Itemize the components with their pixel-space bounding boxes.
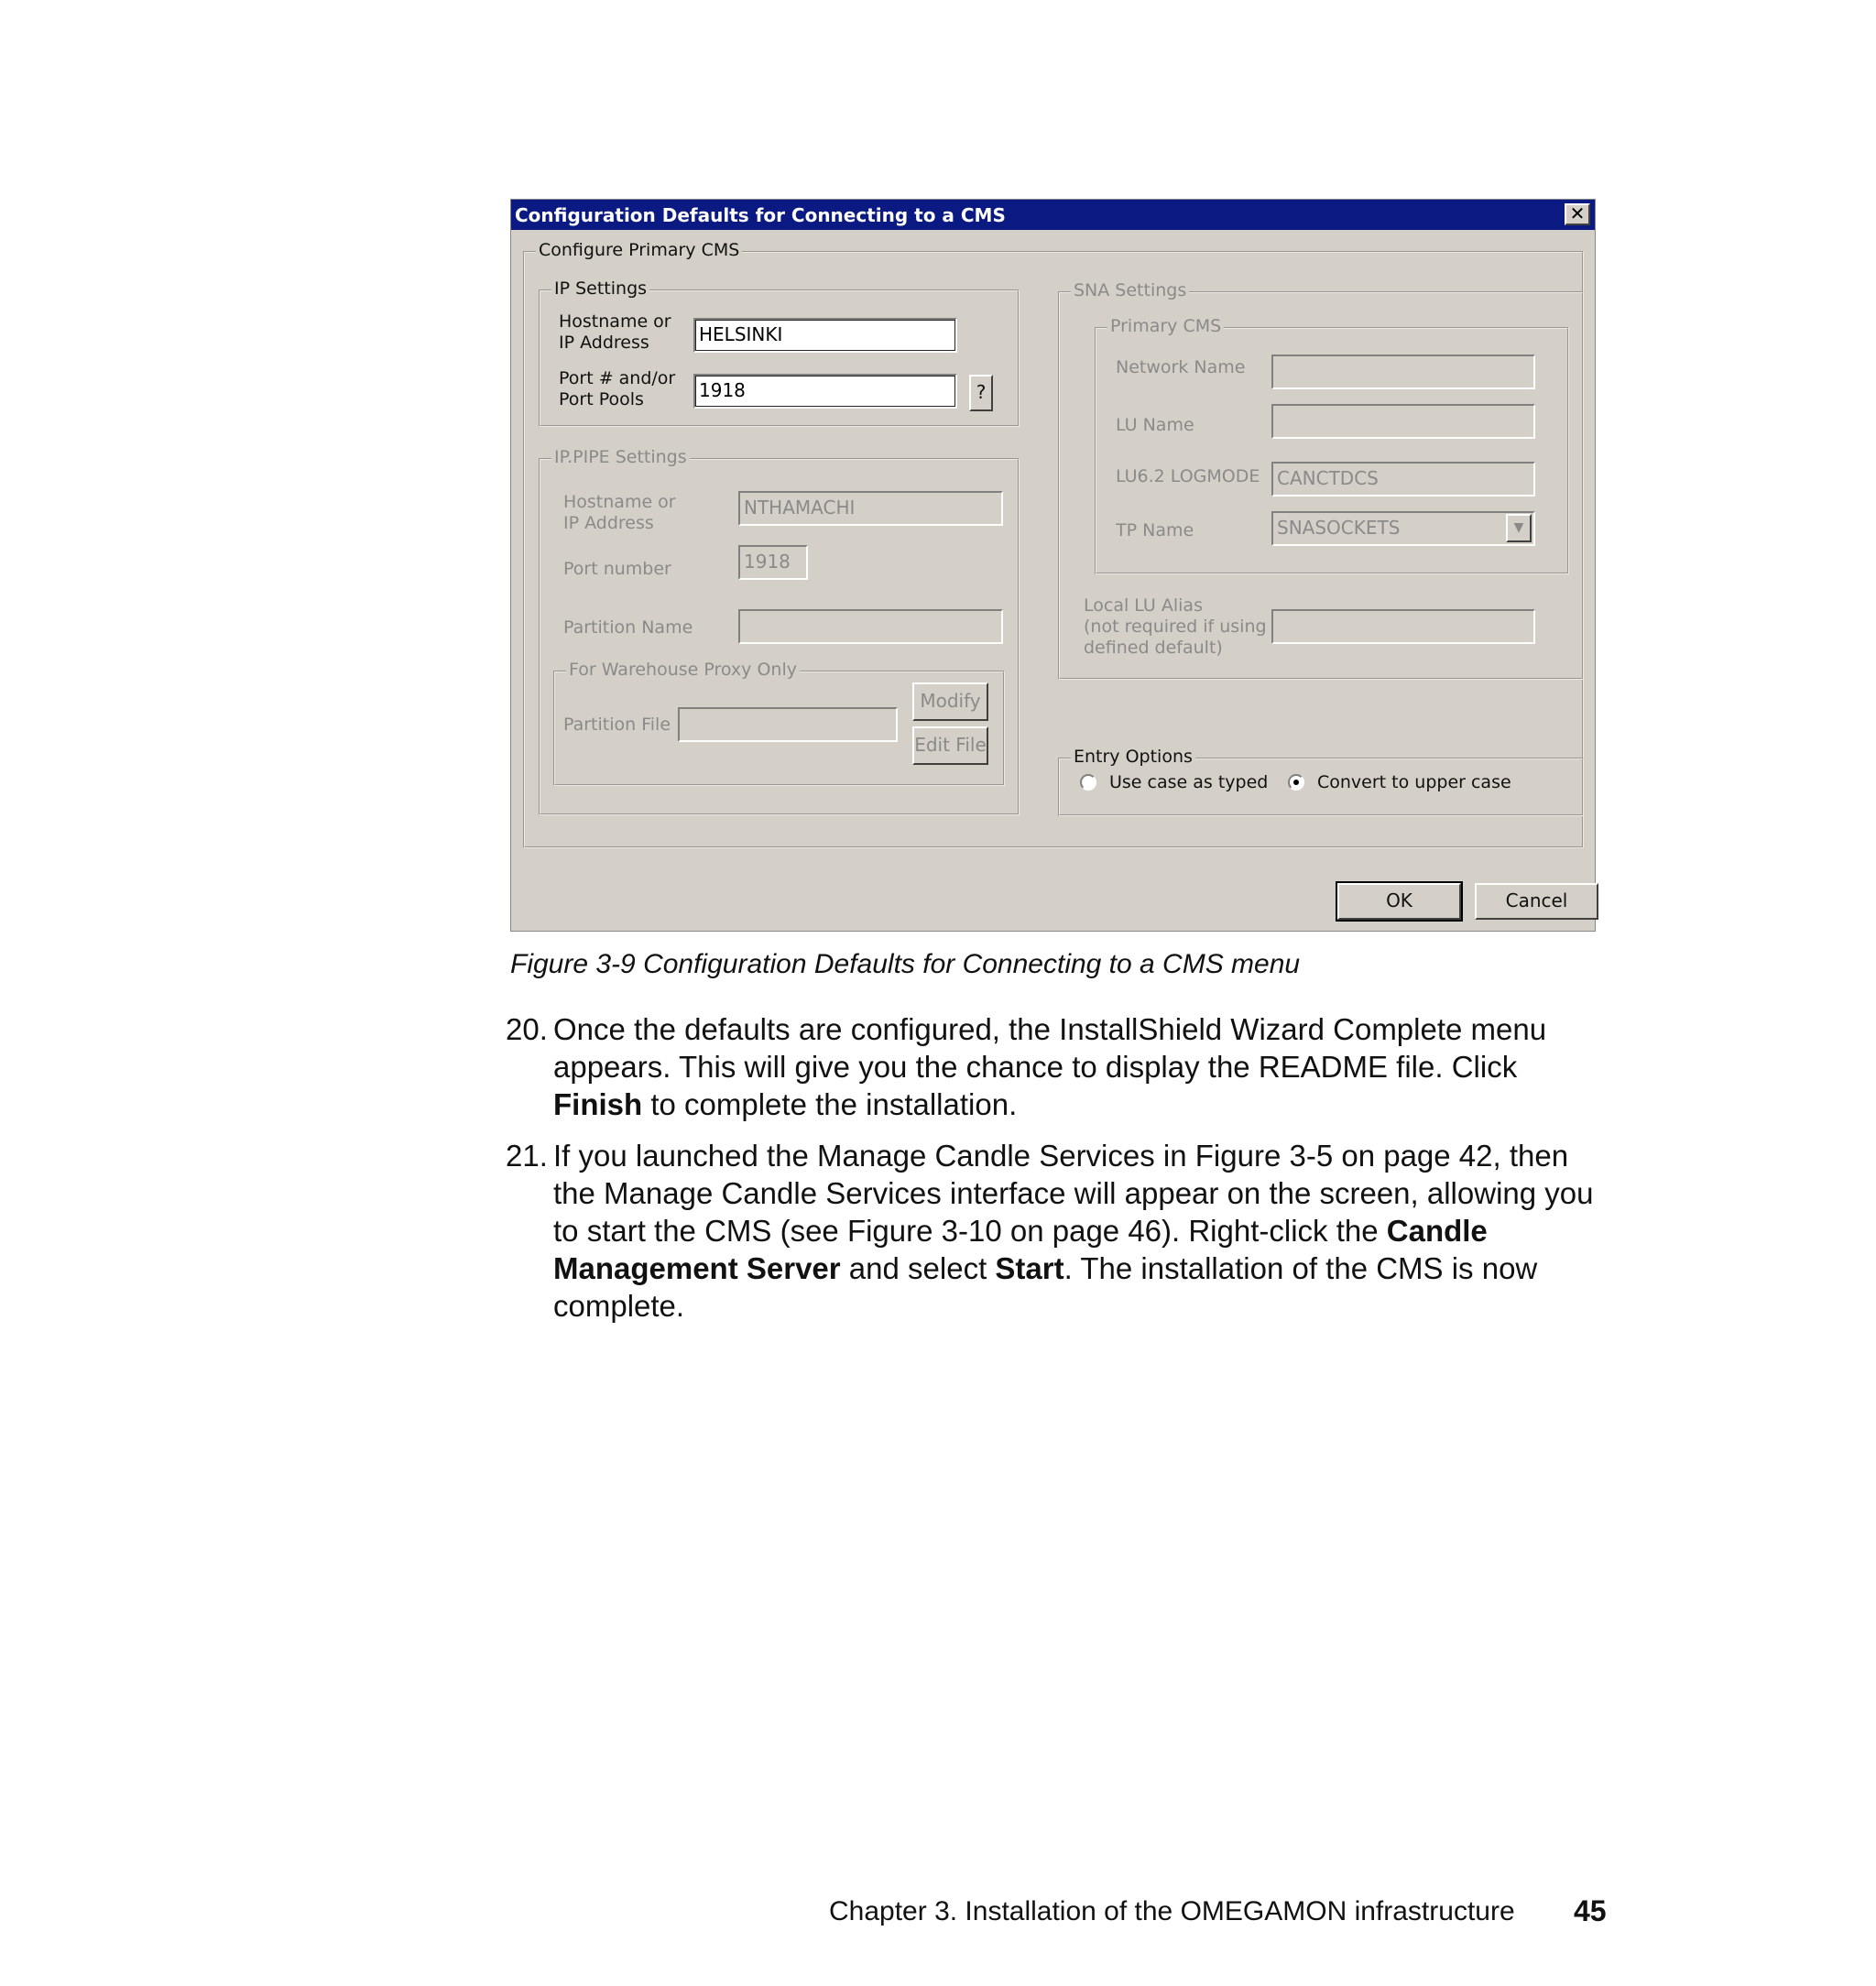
step-21-start-bold: Start	[995, 1251, 1064, 1285]
config-defaults-dialog	[510, 199, 1596, 932]
ip-pipe-settings-legend: IP.PIPE Settings	[551, 447, 690, 467]
logmode-input[interactable]: CANCTDCS	[1271, 462, 1535, 496]
close-icon[interactable]: ✕	[1565, 203, 1590, 225]
ip-port-label-line1: Port # and/or	[559, 368, 676, 388]
footer-chapter-title: Chapter 3. Installation of the OMEGAMON infrastructure	[829, 1896, 1515, 1926]
pipe-port-label: Port number	[563, 559, 671, 579]
sna-settings-legend: SNA Settings	[1071, 280, 1189, 300]
pipe-hostname-label-line1: Hostname or	[563, 492, 676, 512]
entry-options-legend: Entry Options	[1071, 747, 1195, 767]
pipe-port-input[interactable]: 1918	[738, 545, 808, 580]
use-case-as-typed-label[interactable]: Use case as typed	[1109, 772, 1269, 792]
warehouse-proxy-legend: For Warehouse Proxy Only	[566, 660, 800, 680]
ok-button[interactable]: OK	[1337, 883, 1461, 920]
step-21	[506, 1137, 1614, 1325]
ip-settings-legend: IP Settings	[551, 278, 649, 299]
step-21-text	[553, 1137, 1614, 1325]
modify-button[interactable]: Modify	[912, 682, 988, 721]
dialog-title: Configuration Defaults for Connecting to a CMS	[515, 204, 1006, 226]
step-21-text-part1: If you launched the Manage Candle Services in Figure 3-5 on page 42, then the Manage Candle Services interface will appear on the screen, allowing you to start the CMS (see Figure 3-10 on page 46). Right-click the	[553, 1139, 1594, 1248]
cancel-button[interactable]: Cancel	[1475, 883, 1598, 920]
pipe-hostname-label-line2: IP Address	[563, 513, 654, 533]
ip-hostname-label-line2: IP Address	[559, 333, 649, 353]
step-20-finish-bold: Finish	[553, 1087, 643, 1121]
tp-name-label: TP Name	[1116, 520, 1194, 540]
page-number: 45	[1574, 1894, 1607, 1927]
step-21-text-part2: and select	[840, 1251, 996, 1285]
convert-upper-case-label[interactable]: Convert to upper case	[1317, 772, 1511, 792]
lu-name-label: LU Name	[1116, 415, 1194, 435]
step-21-server-bold: Candle Management Server	[553, 1214, 1488, 1285]
pipe-hostname-input[interactable]: NTHAMACHI	[738, 491, 1003, 526]
lu-name-input[interactable]	[1271, 404, 1535, 439]
step-20	[506, 1010, 1614, 1123]
ip-port-input[interactable]: 1918	[693, 374, 957, 409]
edit-file-button[interactable]: Edit File	[912, 726, 988, 765]
step-21-text-part3: . The installation of the CMS is now complete.	[553, 1251, 1538, 1323]
pipe-partition-name-label: Partition Name	[563, 617, 693, 638]
chevron-down-icon[interactable]: ▼	[1506, 514, 1532, 542]
title-bar	[511, 200, 1595, 230]
local-lu-label-line2: (not required if using	[1084, 617, 1267, 637]
port-help-button[interactable]: ?	[969, 375, 993, 411]
step-20-text-part2: to complete the installation.	[642, 1087, 1018, 1121]
tp-name-select[interactable]: SNASOCKETS	[1271, 511, 1535, 546]
step-21-number: 21.	[506, 1139, 548, 1173]
partition-file-label: Partition File	[563, 715, 671, 735]
network-name-label: Network Name	[1116, 357, 1246, 377]
step-20-text-part1: Once the defaults are configured, the InstallShield Wizard Complete menu appears. This will give you the chance to display the README file. Click	[553, 1012, 1547, 1084]
ip-hostname-label-line1: Hostname or	[559, 311, 671, 332]
sna-primary-cms-legend: Primary CMS	[1107, 316, 1224, 336]
configure-primary-cms-legend: Configure Primary CMS	[536, 240, 742, 260]
local-lu-label-line3: defined default)	[1084, 638, 1223, 658]
use-case-as-typed-radio[interactable]	[1080, 774, 1096, 791]
ip-port-label-line2: Port Pools	[559, 389, 644, 409]
convert-upper-case-radio[interactable]	[1288, 774, 1304, 791]
step-20-text	[553, 1010, 1614, 1123]
logmode-label: LU6.2 LOGMODE	[1116, 466, 1260, 486]
partition-file-input[interactable]	[678, 707, 898, 742]
figure-caption: Figure 3-9 Configuration Defaults for Connecting to a CMS menu	[510, 949, 1301, 979]
ip-hostname-input[interactable]: HELSINKI	[693, 318, 957, 353]
network-name-input[interactable]	[1271, 355, 1535, 389]
local-lu-alias-input[interactable]	[1271, 609, 1535, 644]
local-lu-label-line1: Local LU Alias	[1084, 595, 1203, 616]
step-20-number: 20.	[506, 1012, 548, 1046]
pipe-partition-name-input[interactable]	[738, 609, 1003, 644]
